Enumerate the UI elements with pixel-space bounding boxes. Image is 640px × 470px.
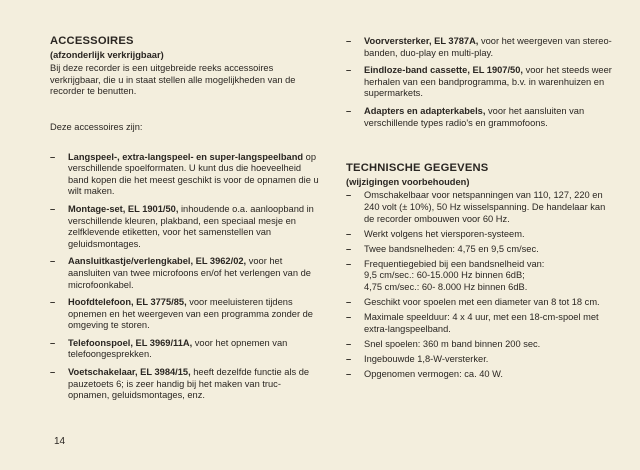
accessories-subtitle: (afzonderlijk verkrijgbaar) <box>50 49 164 60</box>
bullet-dash: – <box>346 105 352 116</box>
bullet-dash: – <box>346 297 352 308</box>
accessories-list-continued <box>346 36 616 129</box>
spec-item <box>346 354 616 366</box>
accessory-description: voor het weergeven van stereo-banden, duo-play en multi-play. <box>364 36 612 58</box>
technical-list <box>346 190 616 380</box>
frequency-line: 9,5 cm/sec.: 60-15.000 Hz binnen 6dB; <box>364 270 525 281</box>
accessory-item <box>346 106 616 129</box>
accessories-title: ACCESSOIRES <box>50 35 134 47</box>
bullet-dash: – <box>346 36 352 46</box>
accessory-description: voor het aansluiten van verschillende types radio's en grammofoons. <box>364 105 585 128</box>
accessories-lead: Deze accessoires zijn: <box>50 121 143 132</box>
page-number: 14 <box>54 436 66 447</box>
accessories-intro: Bij deze recorder is een uitgebreide reeks accessoires verkrijgbaar, die u in staat stellen alle mogelijkheden van de recorder te benutten. <box>50 63 296 97</box>
bullet-dash: – <box>50 203 56 214</box>
accessory-description: op verschillende spoelformaten. U kunt dus die hoeveelheid band kopen die het meest geschikt is voor de opnamen die u wilt maken. <box>68 151 319 197</box>
bullet-dash: – <box>346 243 352 254</box>
bullet-dash: – <box>346 258 352 269</box>
accessory-item <box>346 65 616 100</box>
bullet-dash: – <box>50 367 56 378</box>
accessory-description: voor het steeds weer herhalen van een bandprogramma, b.v. in warenhuizen en supermarkets. <box>364 65 612 99</box>
spec-text: Opgenomen vermogen: ca. 40 W. <box>364 369 504 380</box>
spec-item <box>346 244 616 256</box>
bullet-dash: – <box>346 65 352 76</box>
accessory-description: voor meeluisteren tijdens opnemen en het weergeven van een programma zonder de omgeving te storen. <box>68 297 313 331</box>
spec-text: Ingebouwde 1,8-W-versterker. <box>364 353 489 364</box>
accessory-item <box>50 367 320 402</box>
bullet-dash: – <box>346 190 352 201</box>
accessory-item <box>50 338 320 361</box>
bullet-dash: – <box>346 228 352 239</box>
accessory-name: Eindloze-band cassette, EL 1907/50, <box>364 65 523 76</box>
spec-text: Maximale speelduur: 4 x 4 uur, met een 18-cm-spoel met extra-langspeelband. <box>364 312 599 334</box>
spec-text: Werkt volgens het viersporen-systeem. <box>364 228 525 239</box>
frequency-line: 4,75 cm/sec.: 60- 8.000 Hz binnen 6dB. <box>364 282 528 292</box>
accessory-description: voor het opnemen van telefoongesprekken. <box>68 337 288 360</box>
left-column <box>50 36 320 408</box>
bullet-dash: – <box>346 312 352 323</box>
accessory-name: Voetschakelaar, EL 3984/15, <box>68 367 191 378</box>
spec-item <box>346 259 616 294</box>
technical-title: TECHNISCHE GEGEVENS <box>346 162 489 175</box>
accessory-name: Voorversterker, EL 3787A, <box>364 36 479 46</box>
spec-text: Twee bandsnelheden: 4,75 en 9,5 cm/sec. <box>364 243 539 254</box>
bullet-dash: – <box>50 256 56 267</box>
spec-item <box>346 312 616 335</box>
bullet-dash: – <box>346 353 352 364</box>
bullet-dash: – <box>50 297 56 308</box>
accessory-description: inhoudende o.a. aanloopband in verschillende kleuren, plakband, een speciaal mesje en zelfklevende etiketten, voor het samenstellen van geluidsmontages. <box>68 203 314 249</box>
spec-text: Omschakelbaar voor netspanningen van 110, 127, 220 en 240 volt (± 10%), 50 Hz wisselspanning. De handelaar kan de recorder ombouwen voor 60 Hz. <box>364 190 606 224</box>
accessory-description: voor het aansluiten van twee microfoons en/of het verlengen van de microfoonkabel. <box>68 256 311 290</box>
bullet-dash: – <box>50 151 56 162</box>
spec-item <box>346 339 616 351</box>
right-column <box>346 36 616 384</box>
accessory-item <box>50 204 320 250</box>
accessories-list <box>50 152 320 402</box>
accessory-name: Hoofdtelefoon, EL 3775/85, <box>68 297 187 308</box>
spec-item <box>346 297 616 309</box>
spec-text: Geschikt voor spoelen met een diameter van 8 tot 18 cm. <box>364 297 600 308</box>
spec-item <box>346 190 616 225</box>
spec-item <box>346 229 616 241</box>
technical-subtitle: (wijzigingen voorbehouden) <box>346 176 470 187</box>
accessory-name: Montage-set, EL 1901/50, <box>68 203 179 214</box>
accessory-name: Langspeel-, extra-langspeel- en super-langspeelband <box>68 151 304 162</box>
spec-text: Frequentiegebied bij een bandsnelheid van: <box>364 258 545 269</box>
bullet-dash: – <box>346 369 352 380</box>
bullet-dash: – <box>50 337 56 348</box>
spec-item <box>346 369 616 381</box>
accessory-name: Telefoonspoel, EL 3969/11A, <box>68 337 193 348</box>
spec-text: Snel spoelen: 360 m band binnen 200 sec. <box>364 338 541 349</box>
accessory-name: Aansluitkastje/verlengkabel, EL 3962/02, <box>68 256 247 267</box>
accessory-name: Adapters en adapterkabels, <box>364 105 486 116</box>
accessory-item <box>346 36 616 59</box>
accessory-description: heeft dezelfde functie als de pauzetoets 6; is zeer handig bij het maken van truc-opnamen, geluidsmontages, enz. <box>68 367 310 401</box>
accessory-item <box>50 152 320 198</box>
bullet-dash: – <box>346 338 352 349</box>
accessory-item <box>50 297 320 332</box>
accessory-item <box>50 256 320 291</box>
